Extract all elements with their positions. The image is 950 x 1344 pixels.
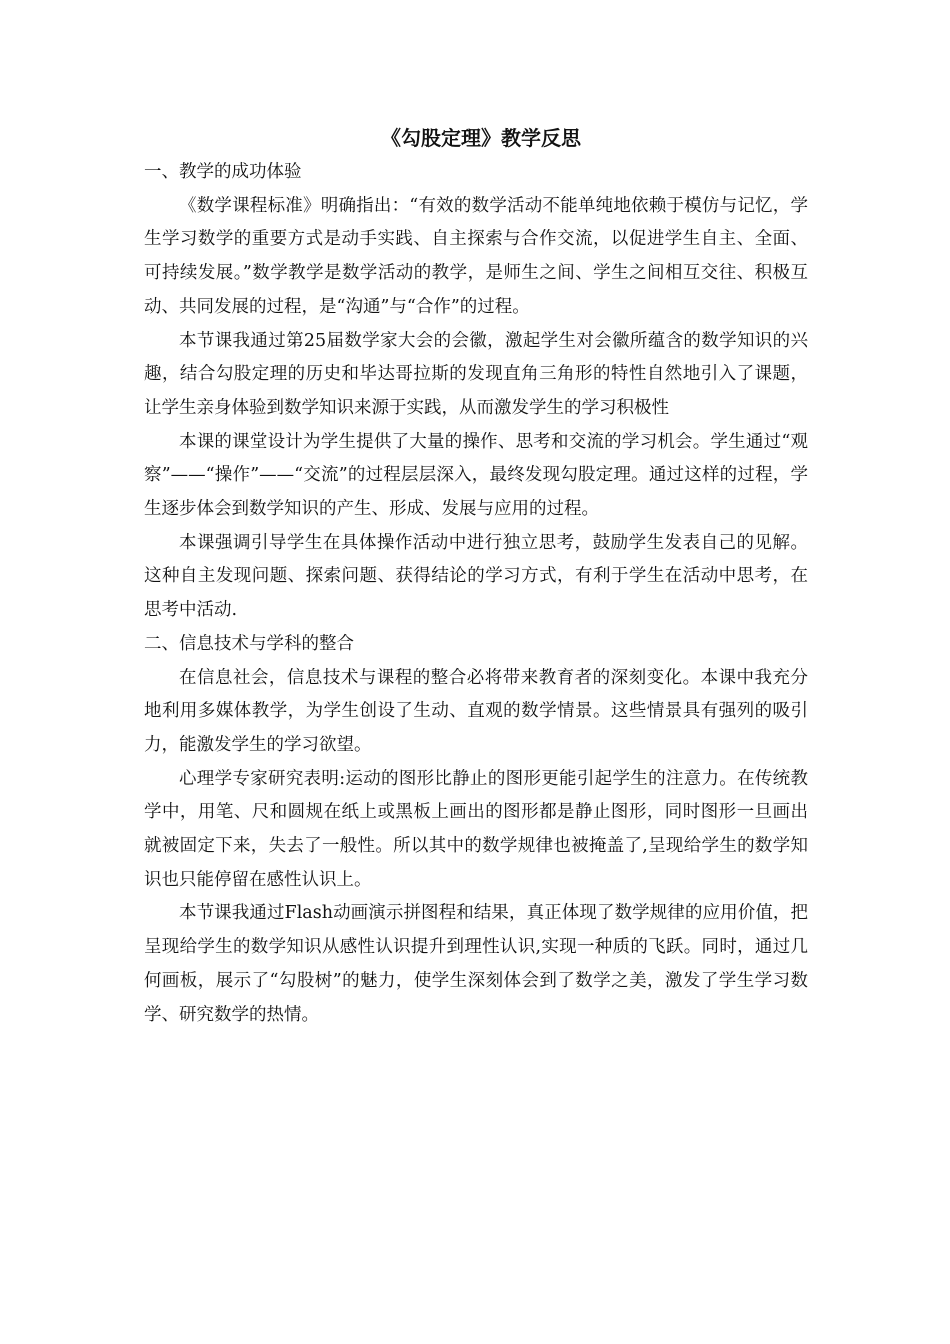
paragraph: 心理学专家研究表明:运动的图形比静止的图形更能引起学生的注意力。在传统教学中，用笔、尺和圆规在纸上或黑板上画出的图形都是静止图形，同时图形一旦画出就被固定下来，失去了一般性。所以其中的数学规律也被掩盖了,呈现给学生的数学知识也只能停留在感性认识上。 <box>144 768 808 890</box>
paragraph: 《数学课程标准》明确指出：“有效的数学活动不能单纯地依赖于模仿与记忆，学生学习数学的重要方式是动手实践、自主探索与合作交流，以促进学生自主、全面、可持续发展。”数学教学是数学活动的教学，是师生之间、学生之间相互交往、积极互动、共同发展的过程，是“沟通”与“合作”的过程。 <box>144 195 808 317</box>
paragraph: 本节课我通过第25届数学家大会的会徽，激起学生对会徽所蕴含的数学知识的兴趣，结合勾股定理的历史和毕达哥拉斯的发现直角三角形的特性自然地引入了课题，让学生亲身体验到数学知识来源于实践，从而激发学生的学习积极性 <box>144 330 808 418</box>
section-2 <box>144 628 808 1032</box>
paragraph: 本节课我通过Flash动画演示拼图程和结果，真正体现了数学规律的应用价值，把呈现给学生的数学知识从感性认识提升到理性认识,实现一种质的飞跃。同时，通过几何画板，展示了“勾股树”的魅力，使学生深刻体会到了数学之美，激发了学生学习数学、研究数学的热情。 <box>144 903 808 1025</box>
section-heading: 二、信息技术与学科的整合 <box>144 633 354 654</box>
paragraph: 本课强调引导学生在具体操作活动中进行独立思考，鼓励学生发表自己的见解。这种自主发现问题、探索问题、获得结论的学习方式，有利于学生在活动中思考，在思考中活动. <box>144 532 808 621</box>
paragraph: 在信息社会，信息技术与课程的整合必将带来教育者的深刻变化。本课中我充分地利用多媒体教学，为学生创设了生动、直观的数学情景。这些情景具有强列的吸引力，能激发学生的学习欲望。 <box>144 667 808 755</box>
document-page <box>144 120 808 1032</box>
section-heading: 一、教学的成功体验 <box>144 162 302 182</box>
section-1 <box>144 156 808 628</box>
paragraph: 本课的课堂设计为学生提供了大量的操作、思考和交流的学习机会。学生通过“观察”——“操作”——“交流”的过程层层深入，最终发现勾股定理。通过这样的过程，学生逐步体会到数学知识的产生、形成、发展与应用的过程。 <box>144 431 808 520</box>
document-title: 《勾股定理》教学反思 <box>381 126 581 150</box>
